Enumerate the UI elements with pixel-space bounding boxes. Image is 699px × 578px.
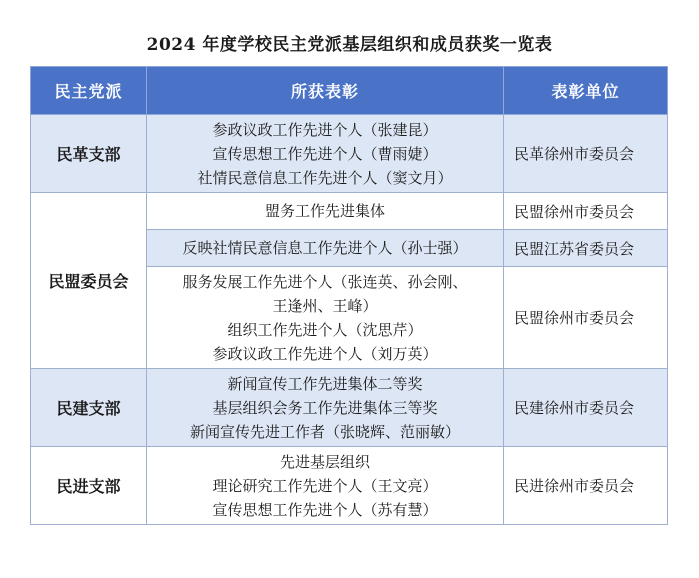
award-unit: 民盟徐州市委员会 xyxy=(504,193,668,230)
award-item: 理论研究工作先进个人（王文亮） xyxy=(212,476,438,495)
award-list xyxy=(147,230,504,267)
award-unit: 民盟徐州市委员会 xyxy=(504,267,668,369)
award-list xyxy=(147,193,504,230)
award-item: 社情民意信息工作先进个人（窦文月） xyxy=(197,168,453,187)
award-item: 新闻宣传先进工作者（张晓辉、范丽敏） xyxy=(189,422,460,441)
award-list xyxy=(147,267,504,369)
header-party: 民主党派 xyxy=(31,67,147,115)
award-item: 宣传思想工作先进个人（苏有慧） xyxy=(212,500,438,519)
award-item: 服务发展工作先进个人（张连英、孙会刚、 xyxy=(182,272,468,291)
award-list xyxy=(147,369,504,447)
header-award: 所获表彰 xyxy=(147,67,504,115)
party-name: 民建支部 xyxy=(31,369,147,447)
awards-table xyxy=(30,66,668,525)
award-item: 新闻宣传工作先进集体二等奖 xyxy=(227,374,423,393)
table-row xyxy=(31,447,668,525)
award-unit: 民革徐州市委员会 xyxy=(504,115,668,193)
award-list xyxy=(147,115,504,193)
award-item: 王逢州、王峰） xyxy=(272,296,378,315)
award-item: 参政议政工作先进个人（刘万英） xyxy=(212,344,438,363)
table-row xyxy=(31,369,668,447)
award-list xyxy=(147,447,504,525)
award-item: 反映社情民意信息工作先进个人（孙士强） xyxy=(182,239,468,257)
header-unit: 表彰单位 xyxy=(504,67,668,115)
award-item: 先进基层组织 xyxy=(279,452,370,471)
award-item: 组织工作先进个人（沈思芹） xyxy=(227,320,423,339)
page-title: 2024 年度学校民主党派基层组织和成员获奖一览表 xyxy=(146,35,553,55)
award-unit: 民进徐州市委员会 xyxy=(504,447,668,525)
party-name: 民盟委员会 xyxy=(31,193,147,369)
table-row xyxy=(31,193,668,230)
award-item: 盟务工作先进集体 xyxy=(264,202,385,220)
table-row xyxy=(31,115,668,193)
award-item: 宣传思想工作先进个人（曹雨婕） xyxy=(212,144,438,163)
table-header-row xyxy=(31,67,668,115)
award-unit: 民盟江苏省委员会 xyxy=(504,230,668,267)
award-item: 参政议政工作先进个人（张建昆） xyxy=(212,120,438,139)
party-name: 民革支部 xyxy=(31,115,147,193)
award-item: 基层组织会务工作先进集体三等奖 xyxy=(212,398,438,417)
party-name: 民进支部 xyxy=(31,447,147,525)
award-unit: 民建徐州市委员会 xyxy=(504,369,668,447)
